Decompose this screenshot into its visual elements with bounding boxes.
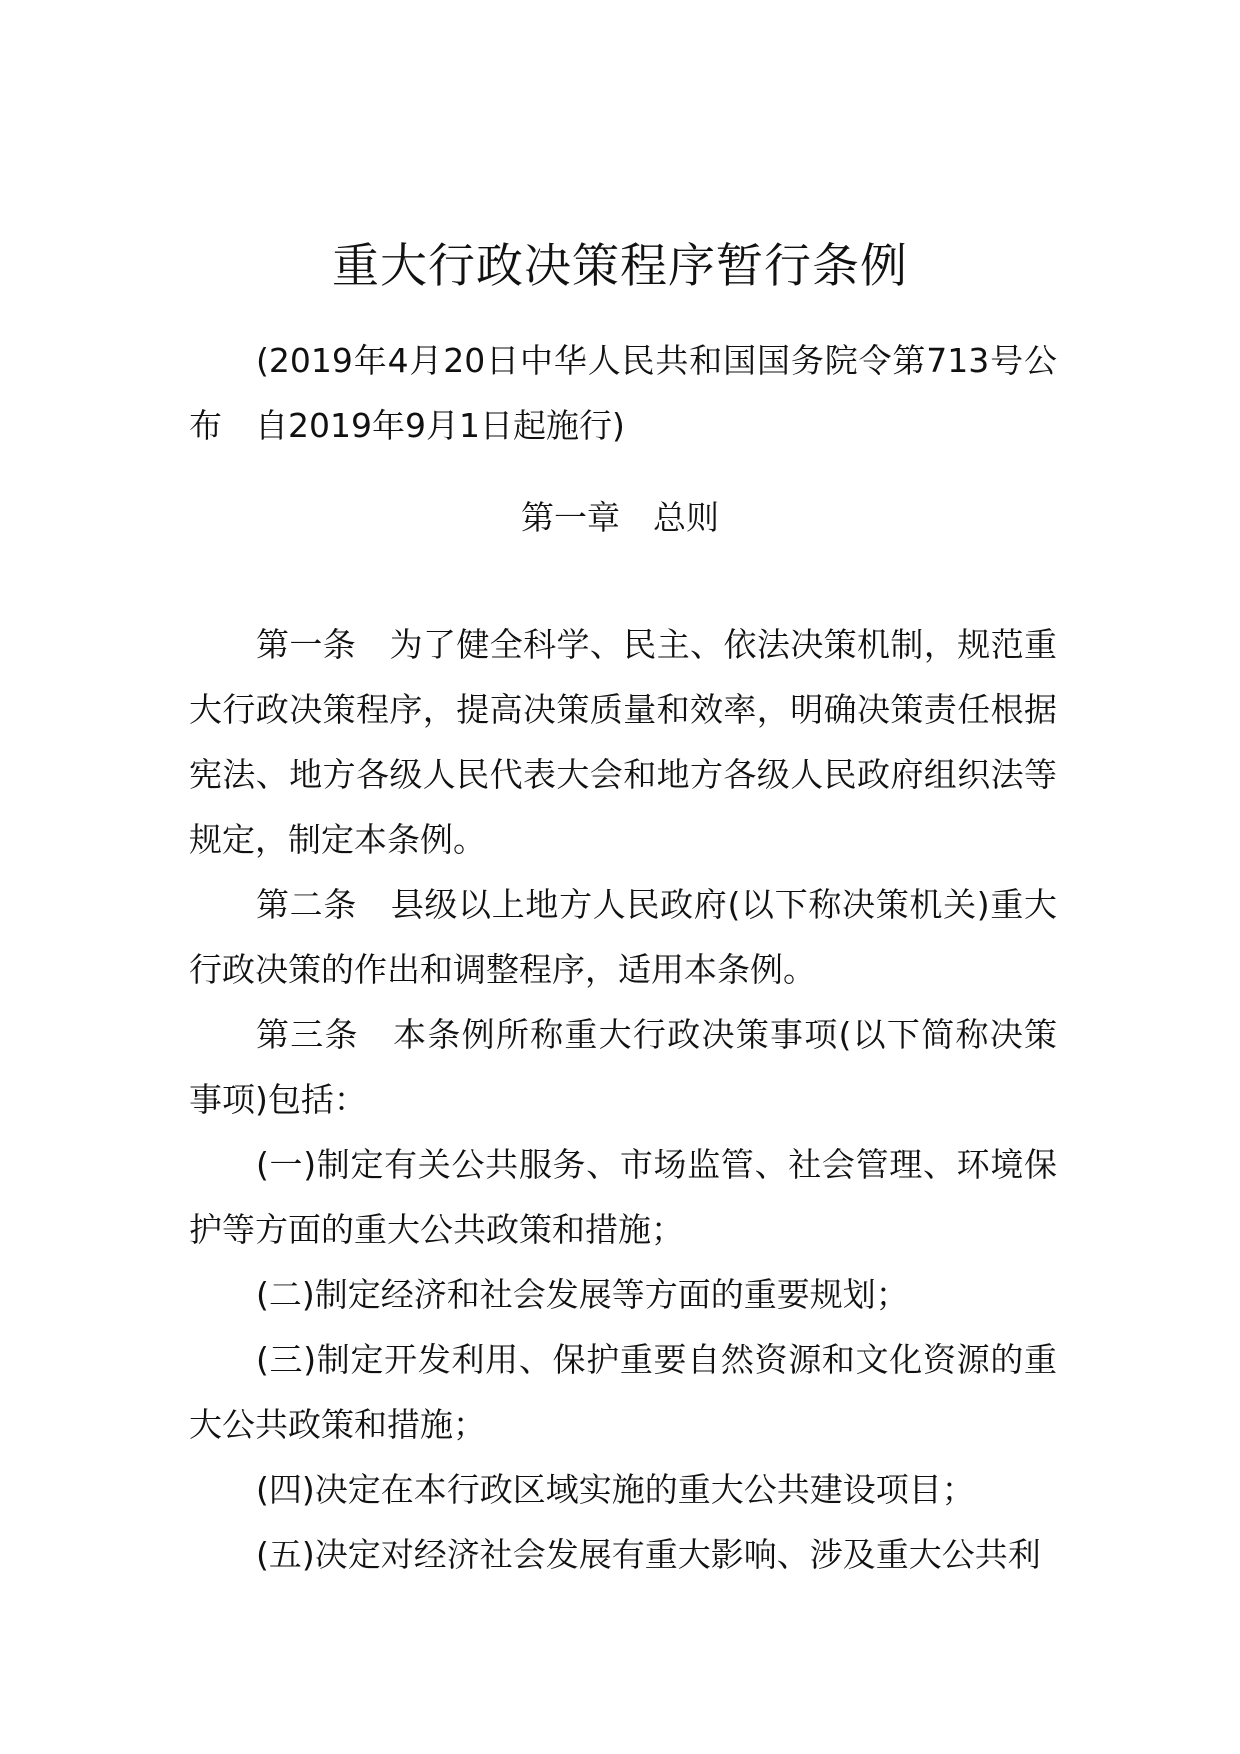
article-1: 第一条 为了健全科学、民主、依法决策机制，规范重大行政决策程序，提高决策质量和效率，明确决策责任根据宪法、地方各级人民代表大会和地方各级人民政府组织法等规定，制定本条例。 [189,625,1057,859]
article-3-item-2: (二)制定经济和社会发展等方面的重要规划； [256,1275,909,1314]
article-list [189,612,1057,1587]
article-2: 第二条 县级以上地方人民政府(以下称决策机关)重大行政决策的作出和调整程序，适用本条例。 [189,885,1057,989]
document-title: 重大行政决策程序暂行条例 [332,239,908,294]
article-3: 第三条 本条例所称重大行政决策事项(以下简称决策事项)包括： [189,1015,1057,1119]
article-3-item-4: (四)决定在本行政区域实施的重大公共建设项目； [256,1470,975,1509]
promulgation-note: (2019年4月20日中华人民共和国国务院令第713号公布 自2019年9月1日起施行) [189,341,1057,445]
chapter-heading: 第一章 总则 [521,498,719,537]
article-3-item-1: (一)制定有关公共服务、市场监管、社会管理、环境保护等方面的重大公共政策和措施； [189,1145,1057,1249]
article-3-item-5: (五)决定对经济社会发展有重大影响、涉及重大公共利 [256,1535,1041,1574]
article-3-item-3: (三)制定开发利用、保护重要自然资源和文化资源的重大公共政策和措施； [189,1340,1057,1444]
